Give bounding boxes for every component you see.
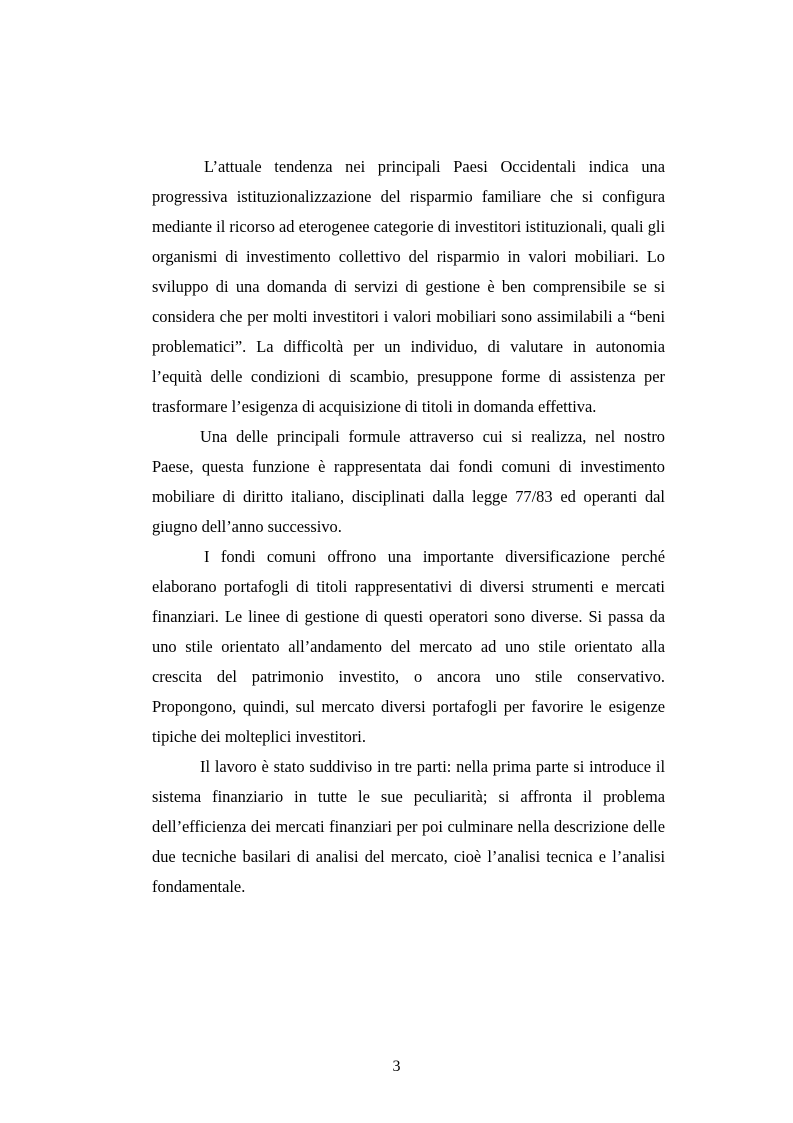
paragraph-3: I fondi comuni offrono una importante diversificazione perché elaborano portafogli di titoli rappresentativi di diversi strumenti e mercati finanziari. Le linee di gestione di questi operatori sono diverse. Si passa da uno stile orientato all’andamento del mercato ad uno stile orientato alla crescita del patrimonio investito, o ancora uno stile conservativo. Propongono, quindi, sul mercato diversi portafogli per favorire le esigenze tipiche dei molteplici investitori.: [152, 547, 665, 746]
page-number: 3: [392, 1058, 401, 1075]
paragraph-2: Una delle principali formule attraverso cui si realizza, nel nostro Paese, questa funzione è rappresentata dai fondi comuni di investimento mobiliare di diritto italiano, disciplinati dalla legge 77/83 ed operanti dal giugno dell’anno successivo.: [152, 427, 665, 536]
paragraph-1: L’attuale tendenza nei principali Paesi Occidentali indica una progressiva istituzionalizzazione del risparmio familiare che si configura mediante il ricorso ad eterogenee categorie di investitori istituzionali, quali gli organismi di investimento collettivo del risparmio in valori mobiliari. Lo sviluppo di una domanda di servizi di gestione è ben comprensibile se si considera che per molti investitori i valori mobiliari sono assimilabili a “beni problematici”. La difficoltà per un individuo, di valutare in autonomia l’equità delle condizioni di scambio, presuppone forme di assistenza per trasformare l’esigenza di acquisizione di titoli in domanda effettiva.: [152, 157, 665, 416]
paragraph-4: Il lavoro è stato suddiviso in tre parti: nella prima parte si introduce il sistema finanziario in tutte le sue peculiarità; si affronta il problema dell’efficienza dei mercati finanziari per poi culminare nella descrizione delle due tecniche basilari di analisi del mercato, cioè l’analisi tecnica e l’analisi fondamentale.: [152, 757, 665, 896]
body-text: [152, 152, 665, 902]
